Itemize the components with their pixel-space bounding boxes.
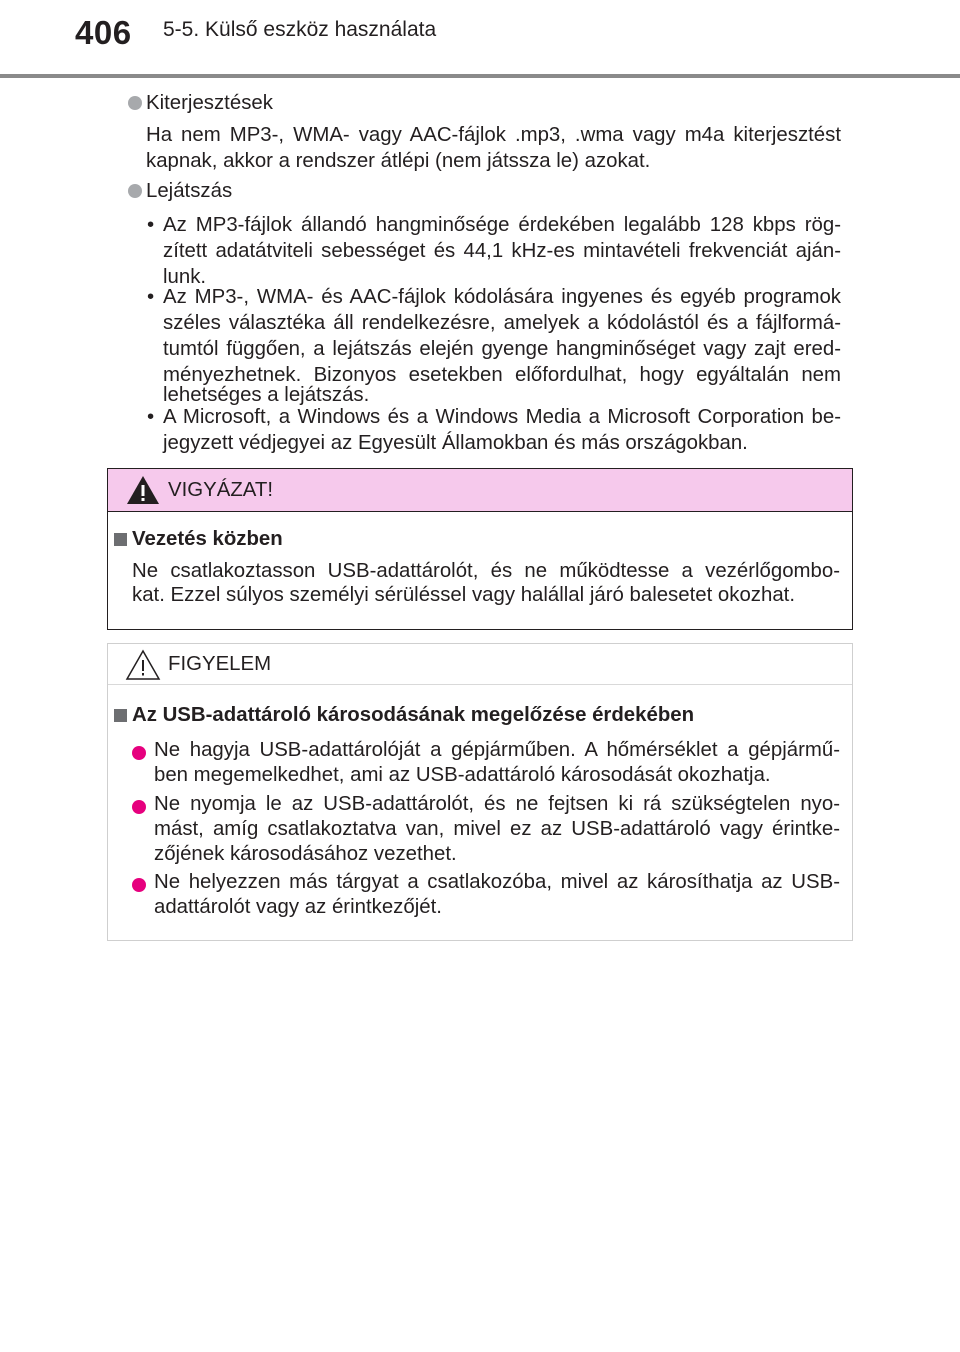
playback-item-1-line-3: lunk. [163,266,207,288]
header-rule [0,74,960,78]
square-bullet-icon [114,533,127,546]
playback-item-3-line-1: A Microsoft, a Windows és a Windows Media a Microsoft Corporation be- [163,406,841,428]
page-header [0,0,960,80]
notice-item-2-line-2: mást, amíg csatlakoztatva van, mivel ez az USB-adattároló vagy érintke- [154,818,840,840]
playback-item-1-line-1: Az MP3-fájlok állandó hangminősége érdekében legalább 128 kbps rög- [163,214,841,236]
notice-heading: Az USB-adattároló károsodásának megelőzése érdekében [132,704,695,726]
playback-item-2-line-3: tumtól függően, a lejátszás elején gyenge hangminőséget vagy zajt ered- [163,338,841,360]
playback-item-2-line-2: széles választéka áll rendelkezésre, amelyek a kódolástól és a fájlformá- [163,312,841,334]
notice-header [108,644,852,685]
extensions-line-2: kapnak, akkor a rendszer átlépi (nem játssza le) azokat. [146,150,651,172]
playback-item-1-line-2: zített adatátviteli sebességet és 44,1 kHz-es mintavételi frekvenciát aján- [163,240,841,262]
caution-title: VIGYÁZAT! [168,479,273,501]
warning-triangle-outline-icon [125,649,161,681]
playback-item-2-line-4: ményezhetnek. Bizonyos esetekben előfordulhat, hogy egyáltalán nem [163,364,841,386]
circle-bullet-icon [128,96,142,110]
notice-item-2-line-3: zőjének károsodásához vezethet. [154,843,457,865]
caution-header [108,469,852,512]
notice-item-3-line-1: Ne helyezzen más tárgyat a csatlakozóba, mivel az károsíthatja az USB- [154,871,840,893]
circle-bullet-icon [132,746,146,760]
warning-triangle-icon [125,474,161,506]
notice-item-1-line-1: Ne hagyja USB-adattárolóját a gépjárműben. A hőmérséklet a gépjármű- [154,739,840,761]
caution-line-1: Ne csatlakoztasson USB-adattárolót, és ne működtesse a vezérlőgombo- [132,560,840,582]
playback-item-3-line-2: jegyzett védjegyei az Egyesült Államokban és más országokban. [163,432,748,454]
list-bullet: • [147,214,155,236]
notice-title: FIGYELEM [168,653,272,675]
notice-box [107,643,853,941]
circle-bullet-icon [132,878,146,892]
extensions-line-1: Ha nem MP3-, WMA- vagy AAC-fájlok .mp3, .wma vagy m4a kiterjesztést [146,124,841,146]
notice-item-1-line-2: ben megemelkedhet, ami az USB-adattároló károsodását okozhatja. [154,764,771,786]
square-bullet-icon [114,709,127,722]
page-number: 406 [75,14,132,51]
section-title: 5-5. Külső eszköz használata [163,18,437,41]
caution-box [107,468,853,630]
notice-item-2-line-1: Ne nyomja le az USB-adattárolót, és ne fejtsen ki rá szükségtelen nyo- [154,793,840,815]
playback-title: Lejátszás [146,180,233,202]
circle-bullet-icon [128,184,142,198]
caution-heading: Vezetés közben [132,528,283,550]
list-bullet: • [147,286,155,308]
playback-item-2-line-5: lehetséges a lejátszás. [163,384,370,406]
list-bullet: • [147,406,155,428]
caution-line-2: kat. Ezzel súlyos személyi sérüléssel vagy halállal járó balesetet okozhat. [132,584,796,606]
extensions-title: Kiterjesztések [146,92,273,114]
playback-item-2-line-1: Az MP3-, WMA- és AAC-fájlok kódolására ingyenes és egyéb programok [163,286,841,308]
circle-bullet-icon [132,800,146,814]
notice-item-3-line-2: adattárolót vagy az érintkezőjét. [154,896,442,918]
